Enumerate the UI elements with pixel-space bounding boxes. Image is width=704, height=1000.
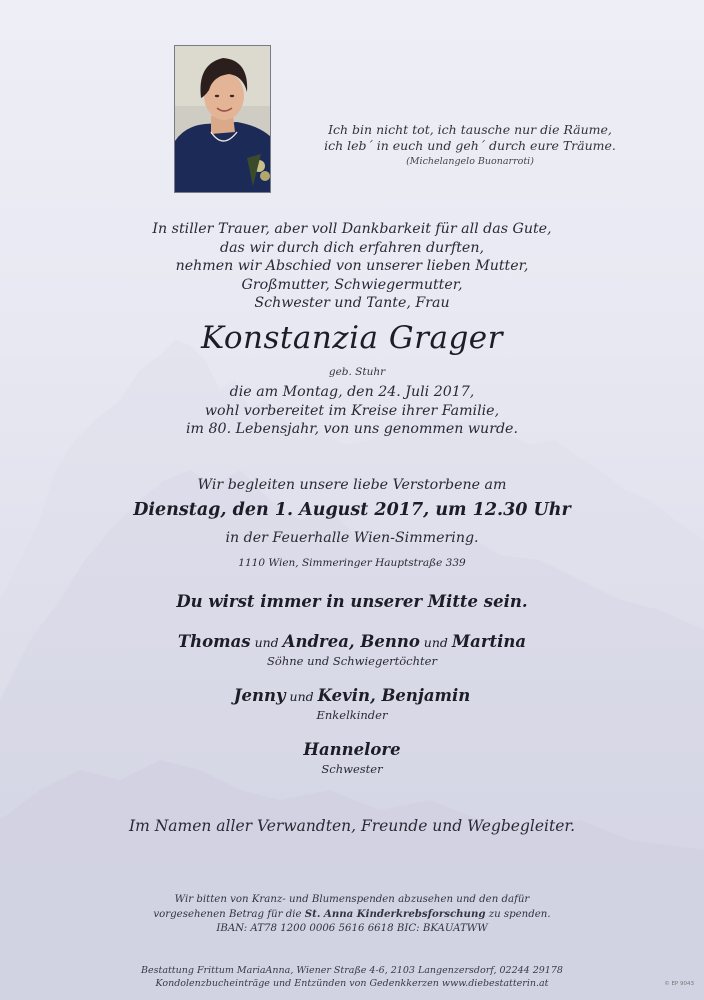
family-relation-2: Enkelkinder [316,708,388,722]
maiden-name: geb. Stuhr [328,366,386,378]
donation-note [0,893,704,936]
death-line: die am Montag, den 24. Juli 2017, [229,384,475,400]
family-member-name: Martina [451,632,527,651]
intro-line: In stiller Trauer, aber voll Dankbarkeit für all das Gute, [152,221,552,237]
donation-line-1: Wir bitten von Kranz- und Blumenspenden abzusehen und den dafür [174,894,530,905]
family-names-2 [0,686,704,705]
closing-line: Im Namen aller Verwandten, Freunde und Wegbegleiter. [128,817,576,835]
donation-text: vorgesehenen Betrag für die [153,909,305,920]
footer-line-1: Bestattung Frittum MariaAnna, Wiener Straße 4-6, 2103 Langenzersdorf, 02244 29178 [141,965,563,976]
death-notice [0,383,704,439]
motto: Du wirst immer in unserer Mitte sein. [176,592,528,611]
quote [300,122,640,170]
connector-text: und [419,635,452,650]
quote-author: (Michelangelo Buonarroti) [406,156,534,167]
bank-details: IBAN: AT78 1200 0006 5616 6618 BIC: BKAUATWW [216,923,488,934]
family-member-name: Thomas [177,632,251,651]
charity-name: St. Anna Kinderkrebsforschung [304,908,486,920]
funeral-home-footer [0,964,704,990]
family-member-name: Jenny [233,686,286,705]
intro-line: das wir durch dich erfahren durften, [220,239,484,256]
connector-text: und [250,635,283,650]
donation-line-2 [0,907,704,922]
footer-line-2: Kondolenzbucheinträge und Entzünden von Gedenkkerzen www.diebestatterin.at [155,978,549,989]
funeral-date: Dienstag, den 1. August 2017, um 12.30 Uhr [133,500,571,520]
family-relation-3: Schwester [321,762,383,776]
death-line: wohl vorbereitet im Kreise ihrer Familie, [204,402,500,419]
funeral-address: 1110 Wien, Simmeringer Hauptstraße 339 [238,557,466,569]
family-member-name: Kevin, Benjamin [317,686,471,705]
family-names-1 [0,632,704,651]
quote-line-2: ich leb´ in euch und geh´ durch eure Träume. [324,138,616,153]
deceased-name: Konstanzia Grager [201,320,503,356]
family-relation-1: Söhne und Schwiegertöchter [267,654,437,668]
print-code: © EP 9043 [664,981,694,987]
intro-text [0,220,704,313]
funeral-hall: in der Feuerhalle Wien-Simmering. [225,530,479,546]
funeral-lead: Wir begleiten unsere liebe Verstorbene am [197,477,507,493]
death-line: im 80. Lebensjahr, von uns genommen wurde. [186,421,518,437]
portrait-photo [174,45,271,193]
family-member-name: Hannelore [303,740,401,759]
quote-line-1: Ich bin nicht tot, ich tausche nur die Räume, [328,122,612,137]
intro-line: Schwester und Tante, Frau [254,295,450,311]
family-member-name: Andrea, Benno [282,632,420,651]
family-names-3 [0,740,704,759]
donation-text-end: zu spenden. [485,909,551,920]
intro-line: nehmen wir Abschied von unserer lieben Mutter, [175,258,529,274]
connector-text: und [285,689,318,704]
intro-line: Großmutter, Schwiegermutter, [241,276,463,293]
